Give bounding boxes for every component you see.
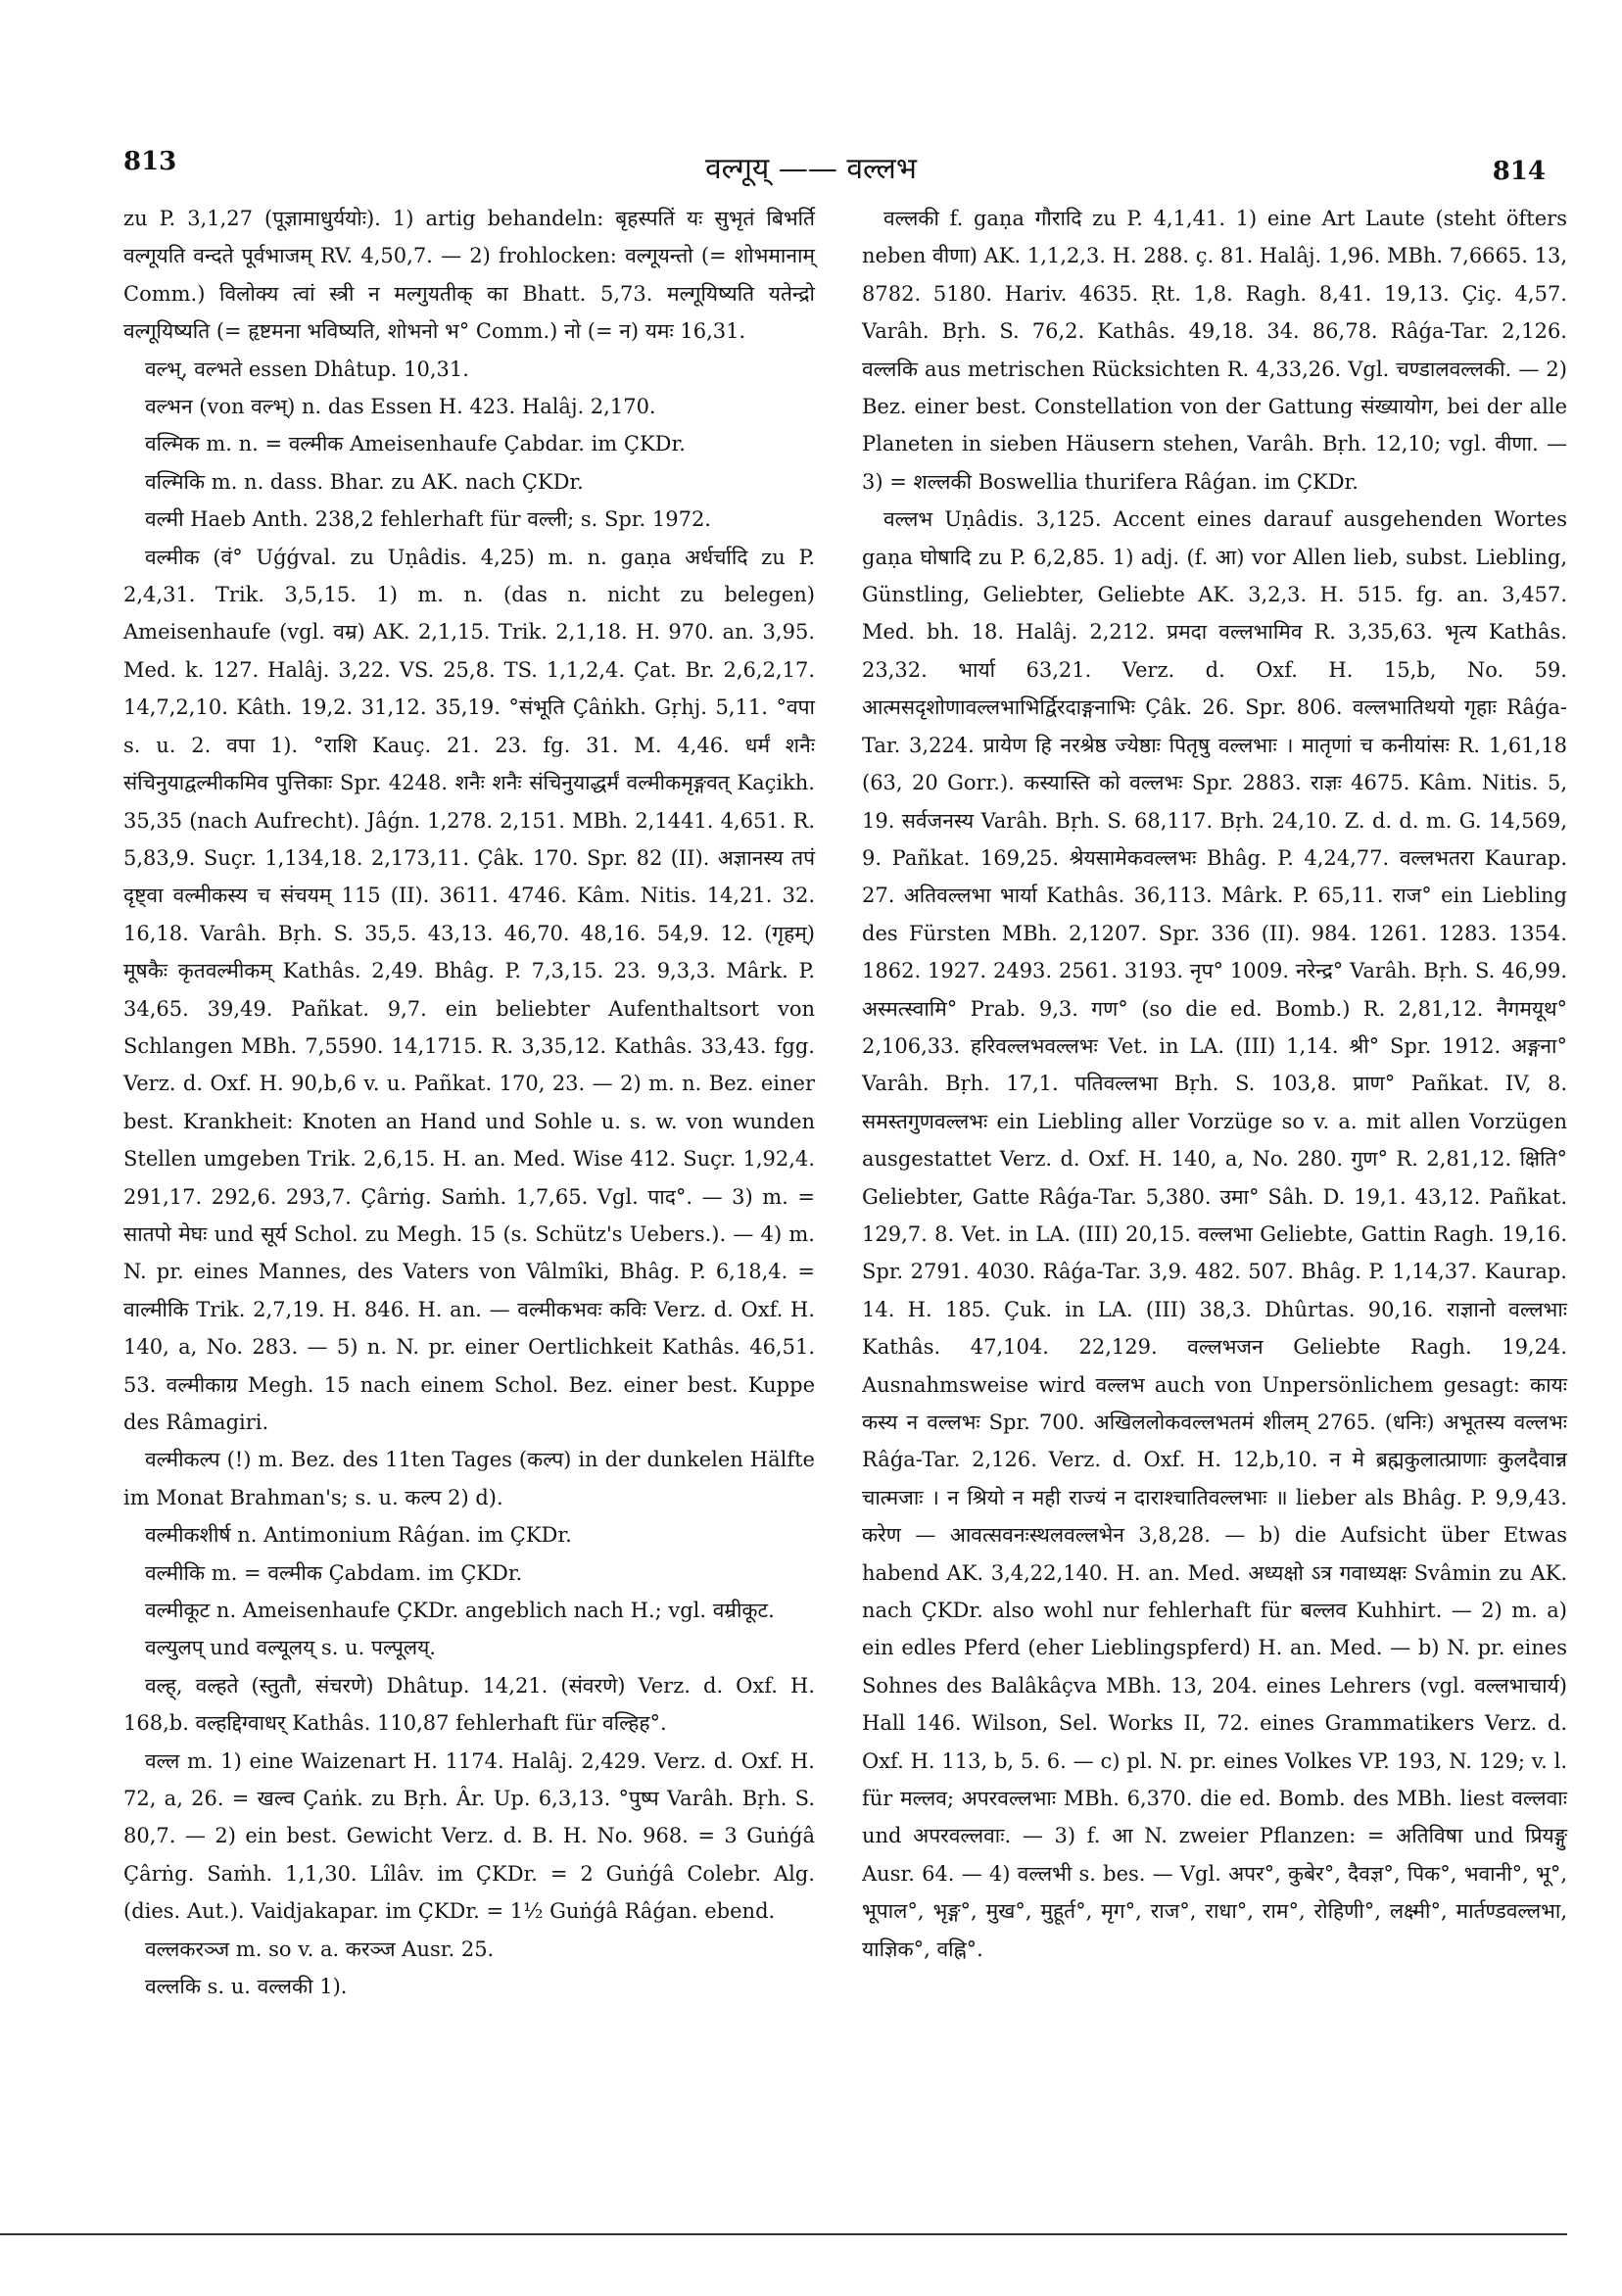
entry: वल्ह्, वल्हते (स्तुतौ, संचरणे) Dhâtup. 14,21. (संवरणे) Verz. d. Oxf. H. 168,b. वल्हद्दिग्वाधर् Kathâs. 110,87 fehlerhaft für वल्हिह°. [123, 1673, 815, 1736]
entry: वल्मीकशीर्ष n. Antimonium Râǵan. im ÇKDr. [145, 1523, 572, 1548]
entry: वल्लकरञ्ज m. so v. a. करञ्ज Ausr. 25. [145, 1937, 495, 1961]
left-column [123, 200, 815, 2006]
entry: वल्भ्, वल्भते essen Dhâtup. 10,31. [145, 357, 469, 381]
entry: वल्मिकि m. n. dass. Bhar. zu AK. nach ÇKDr. [145, 469, 584, 494]
entry: वल्मीक (वं° Uǵǵval. zu Uṇâdis. 4,25) m. n. gaṇa अर्धर्चादि zu P. 2,4,31. Trik. 3,5,15. 1) m. n. (das n. nicht zu belegen) Ameisenhaufe (vgl. वम्र) AK. 2,1,15. Trik. 2,1,18. H. 970. an. 3,95. Med. k. 127. Halâj. 3,22. VS. 25,8. TS. 1,1,2,4. Çat. Br. 2,6,2,17. 14,7,2,10. Kâth. 19,2. 31,12. 35,19. °संभूति Çâṅkh. Gṛhj. 5,11. °वपा s. u. 2. वपा 1). °राशि Kauç. 21. 23. fg. 31. M. 4,46. धर्मं शनैः संचिनुयाद्वल्मीकमिव पुत्तिकाः Spr. 4248. शनैः शनैः संचिनुयाद्धर्मं वल्मीकमृङ्गवत् Kaçikh. 35,35 (nach Aufrecht). Jâǵn. 1,278. 2,151. MBh. 2,1441. 4,651. R. 5,83,9. Suçr. 1,134,18. 2,173,11. Çâk. 170. Spr. 82 (II). अज्ञानस्य तपं दृष्ट्वा वल्मीकस्य च संचयम् 115 (II). 3611. 4746. Kâm. Nitis. 14,21. 32. 16,18. Varâh. Bṛh. S. 35,5. 43,13. 46,70. 48,16. 54,9. 12. (गृहम्) मूषकैः कृतवल्मीकम् Kathâs. 2,49. Bhâg. P. 7,3,15. 23. 9,3,3. Mârk. P. 34,65. 39,49. Pañkat. 9,7. ein beliebter Aufenthaltsort von Schlangen MBh. 7,5590. 14,1715. R. 3,35,12. Kathâs. 33,43. fgg. Verz. d. Oxf. H. 90,b,6 v. u. Pañkat. 170, 23. — 2) m. n. Bez. einer best. Krankheit: Knoten an Hand und Sohle u. s. w. von wunden Stellen umgeben Trik. 2,6,15. H. an. Med. Wise 412. Suçr. 1,92,4. 291,17. 292,6. 293,7. Çârṅg. Saṁh. 1,7,65. Vgl. पाद°. — 3) m. = सातपो मेघः und सूर्य Schol. zu Megh. 15 (s. Schütz's Uebers.). — 4) m. N. pr. eines Mannes, des Vaters von Vâlmîki, Bhâg. P. 6,18,4. = वाल्मीकि Trik. 2,7,19. H. 846. H. an. — वल्मीकभवः कविः Verz. d. Oxf. H. 140, a, No. 283. — 5) n. N. pr. einer Oertlichkeit Kathâs. 46,51. 53. वल्मीकाग्र Megh. 15 nach einem Schol. Bez. einer best. Kuppe des Râmagiri. [123, 545, 815, 1434]
entry: वल्लकी f. gaṇa गौरादि zu P. 4,1,41. 1) eine Art Laute (steht öfters neben वीणा) AK. 1,1,2,3. H. 288. ç. 81. Halâj. 1,96. MBh. 7,6665. 13, 8782. 5180. Hariv. 4635. Ṛt. 1,8. Ragh. 8,41. 19,13. Çiç. 4,57. Varâh. Bṛh. S. 76,2. Kathâs. 49,18. 34. 86,78. Râǵa-Tar. 2,126. वल्लकि aus metrischen Rücksichten R. 4,33,26. Vgl. चण्डालवल्लकी. — 2) Bez. einer best. Constellation von der Gattung संख्यायोग, bei der alle Planeten in sieben Häusern stehen, Varâh. Bṛh. 12,10; vgl. वीणा. — 3) = शल्लकी Boswellia thurifera Râǵan. im ÇKDr. [862, 207, 1568, 494]
entry: zu P. 3,1,27 (पूज्ञामाधुर्ययोः). 1) artig behandeln: बृहस्पतिं यः सुभृतं बिभर्ति वल्गूयति वन्दते पूर्वभाजम् RV. 4,50,7. — 2) frohlocken: वल्गूयन्तो (= शोभमानाम् Comm.) विलोक्य त्वां स्त्री न मल्गुयतीक् का Bhatt. 5,73. मल्गूयिष्यति यतेन्द्रो वल्गूयिष्यति (= हृष्टमना भविष्यति, शोभनो भ° Comm.) नो (= न) यमः 16,31. [123, 207, 815, 344]
running-headword: वल्गूय् —— वल्लभ [705, 152, 917, 186]
entry: वल्मिक m. n. = वल्मीक Ameisenhaufe Çabdar. im ÇKDr. [145, 432, 686, 456]
entry: वल्मीकल्प (!) m. Bez. des 11ten Tages (कल्प) in der dunkelen Hälfte im Monat Brahman's; s. u. कल्प 2) d). [123, 1448, 815, 1509]
entry: वल्युलप् und वल्यूलय् s. u. पल्पूलय्. [145, 1636, 436, 1660]
right-column [862, 200, 1567, 1968]
entry: वल्लभ Uṇâdis. 3,125. Accent eines darauf ausgehenden Wortes gaṇa घोषादि zu P. 6,2,85. 1) adj. (f. आ) vor Allen lieb, subst. Liebling, Günstling, Geliebter, Geliebte AK. 3,2,3. H. 515. fg. an. 3,457. Med. bh. 18. Halâj. 2,212. प्रमदा वल्लभामिव R. 3,35,63. भृत्य Kathâs. 23,32. भार्या 63,21. Verz. d. Oxf. H. 15,b, No. 59. आत्मसदृशोणावल्लभाभिर्द्विरदाङ्गनाभिः Çâk. 26. Spr. 806. वल्लभातिथयो गृहाः Râǵa-Tar. 3,224. प्रायेण हि नरश्रेष्ठ ज्येष्ठाः पितृषु वल्लभाः । मातृणां च कनीयांसः R. 1,61,18 (63, 20 Gorr.). कस्यास्ति को वल्लभः Spr. 2883. राज्ञः 4675. Kâm. Nitis. 5, 19. सर्वजनस्य Varâh. Bṛh. S. 68,117. Bṛh. 24,10. Z. d. d. m. G. 14,569, 9. Pañkat. 169,25. श्रेयसामेकवल्लभः Bhâg. P. 4,24,77. वल्लभतरा Kaurap. 27. अतिवल्लभा भार्या Kathâs. 36,113. Mârk. P. 65,11. राज° ein Liebling des Fürsten MBh. 2,1207. Spr. 336 (II). 984. 1261. 1283. 1354. 1862. 1927. 2493. 2561. 3193. नृप° 1009. नरेन्द्र° Varâh. Bṛh. S. 46,99. अस्मत्स्वामि° Prab. 9,3. गण° (so die ed. Bomb.) R. 2,81,12. नैगमयूथ° 2,106,33. हरिवल्लभवल्लभः Vet. in LA. (III) 1,14. श्री° Spr. 1912. अङ्गना° Varâh. Bṛh. 17,1. पतिवल्लभा Bṛh. S. 103,8. प्राण° Pañkat. IV, 8. समस्तगुणवल्लभः ein Liebling aller Vorzüge so v. a. mit allen Vorzügen ausgestattet Verz. d. Oxf. H. 140, a, No. 280. गुण° R. 2,81,12. क्षिति° Geliebter, Gatte Râǵa-Tar. 5,380. उमा° Sâh. D. 19,1. 43,12. Pañkat. 129,7. 8. Vet. in LA. (III) 20,15. वल्लभा Geliebte, Gattin Ragh. 19,16. Spr. 2791. 4030. Râǵa-Tar. 3,9. 482. 507. Bhâg. P. 1,14,37. Kaurap. 14. H. 185. Çuk. in LA. (III) 38,3. Dhûrtas. 90,16. राज्ञानो वल्लभाः Kathâs. 47,104. 22,129. वल्लभजन Geliebte Ragh. 19,24. Ausnahmsweise wird वल्लभ auch von Unpersönlichem gesagt: कायः कस्य न वल्लभः Spr. 700. अखिललोकवल्लभतमं शीलम् 2765. (धनिः) अभूतस्य वल्लभः Râǵa-Tar. 2,126. Verz. d. Oxf. H. 12,b,10. न मे ब्रह्मकुलात्प्राणाः कुलदैवान्न चात्मजाः । न श्रियो न मही राज्यं न दाराश्चातिवल्लभाः ॥ lieber als Bhâg. P. 9,9,43. करेण — आवत्सवनःस्थलवल्लभेन 3,8,28. — b) die Aufsicht über Etwas habend AK. 3,4,22,140. H. an. Med. अध्यक्षो ऽत्र गवाध्यक्षः Svâmin zu AK. nach ÇKDr. also wohl nur fehlerhaft für बल्लव Kuhhirt. — 2) m. a) ein edles Pferd (eher Lieblingspferd) H. an. Med. — b) N. pr. eines Sohnes des Balâkâçva MBh. 13, 204. eines Lehrers (vgl. वल्लभाचार्य) Hall 146. Wilson, Sel. Works II, 72. eines Grammatikers Verz. d. Oxf. H. 113, b, 5. 6. — c) pl. N. pr. eines Volkes VP. 193, N. 129; v. l. für मल्लव; अपरवल्लभाः MBh. 6,370. die ed. Bomb. des MBh. liest वल्लवाः und अपरवल्लवाः. — 3) f. आ N. zweier Pflanzen: = अतिविषा und प्रियङ्गु Ausr. 64. — 4) वल्लभी s. bes. — Vgl. अपर°, कुबेर°, दैवज्ञ°, पिक°, भवानी°, भू°, भूपाल°, भृङ्ग°, मुख°, मुहूर्त°, मृग°, राज°, राधा°, राम°, रोहिणी°, लक्ष्मी°, मार्तण्डवल्लभा, याज्ञिक°, वह्नि°. [862, 507, 1567, 1961]
entry: वल्लकि s. u. वल्लकी 1). [145, 1975, 348, 1999]
entry: वल्ल m. 1) eine Waizenart H. 1174. Halâj. 2,429. Verz. d. Oxf. H. 72, a, 26. = खल्व Çaṅk. zu Bṛh. Âr. Up. 6,3,13. °पुष्प Varâh. Bṛh. S. 80,7. — 2) ein best. Gewicht Verz. d. B. H. No. 968. = 3 Guṅǵâ Çârṅg. Saṁh. 1,1,30. Lîlâv. im ÇKDr. = 2 Guṅǵâ Colebr. Alg. (dies. Aut.). Vaidjakapar. im ÇKDr. = 1½ Guṅǵâ Râǵan. ebend. [123, 1748, 815, 1924]
entry: वल्मी Haeb Anth. 238,2 fehlerhaft für वल्ली; s. Spr. 1972. [145, 507, 711, 532]
page-number-left: 813 [123, 147, 177, 176]
footer-rule [0, 2233, 1567, 2235]
entry: वल्मीकूट n. Ameisenhaufe ÇKDr. angeblich nach H.; vgl. वम्रीकूट. [145, 1599, 775, 1623]
entry: वल्भन (von वल्भ्) n. das Essen H. 423. Halâj. 2,170. [145, 395, 656, 419]
entry: वल्मीकि m. = वल्मीक Çabdam. im ÇKDr. [145, 1560, 523, 1585]
page-number-right: 814 [1492, 157, 1546, 186]
